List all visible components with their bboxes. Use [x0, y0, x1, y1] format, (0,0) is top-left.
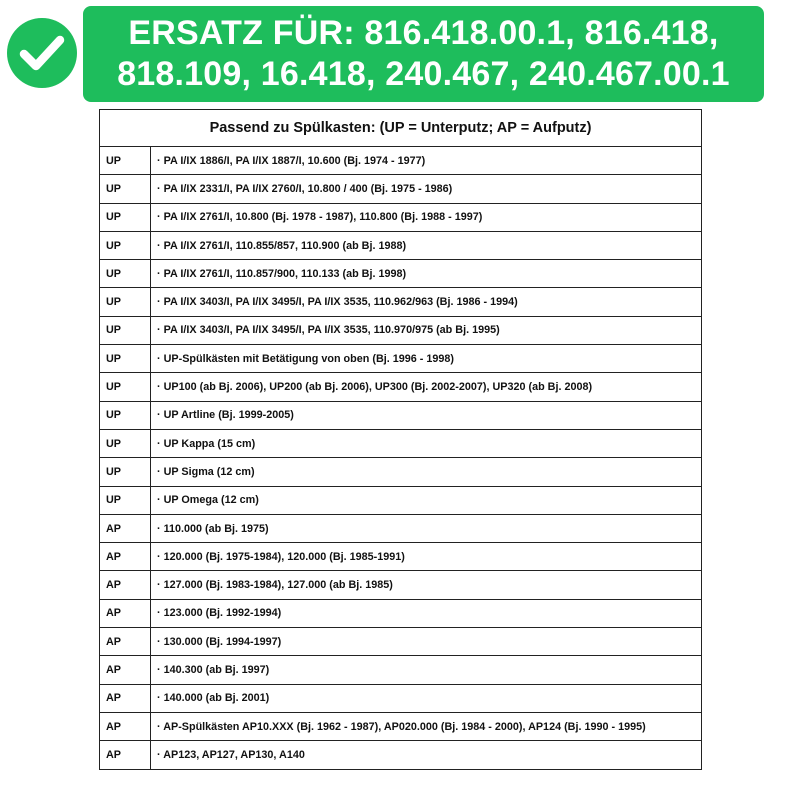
checkmark-icon: [7, 18, 77, 88]
cistern-model-cell: · PA I/IX 1886/I, PA I/IX 1887/I, 10.600 (Bj. 1974 - 1977): [151, 147, 702, 175]
table-row: [100, 458, 702, 486]
cistern-model-cell: · PA I/IX 2761/I, 110.857/900, 110.133 (ab Bj. 1998): [151, 260, 702, 288]
banner-line-1: ERSATZ FÜR: 816.418.00.1, 816.418,: [128, 14, 719, 52]
cistern-model-cell: · PA I/IX 2761/I, 110.855/857, 110.900 (ab Bj. 1988): [151, 231, 702, 259]
cistern-type-cell: UP: [100, 458, 151, 486]
table-row: [100, 203, 702, 231]
cistern-type-cell: AP: [100, 571, 151, 599]
table-row: [100, 599, 702, 627]
cistern-model-cell: · UP Artline (Bj. 1999-2005): [151, 401, 702, 429]
cistern-model-cell: · 123.000 (Bj. 1992-1994): [151, 599, 702, 627]
table-title: Passend zu Spülkasten: (UP = Unterputz; AP = Aufputz): [100, 110, 702, 147]
table-row: [100, 429, 702, 457]
cistern-model-cell: · UP Omega (12 cm): [151, 486, 702, 514]
cistern-model-cell: · AP123, AP127, AP130, A140: [151, 741, 702, 769]
cistern-model-cell: · PA I/IX 2761/I, 10.800 (Bj. 1978 - 1987), 110.800 (Bj. 1988 - 1997): [151, 203, 702, 231]
table-row: [100, 514, 702, 542]
cistern-model-cell: · 127.000 (Bj. 1983-1984), 127.000 (ab Bj. 1985): [151, 571, 702, 599]
cistern-type-cell: UP: [100, 231, 151, 259]
table-row: [100, 571, 702, 599]
cistern-model-cell: · UP-Spülkästen mit Betätigung von oben (Bj. 1996 - 1998): [151, 345, 702, 373]
table-row: [100, 628, 702, 656]
table-row: [100, 345, 702, 373]
table-row: [100, 373, 702, 401]
cistern-type-cell: UP: [100, 147, 151, 175]
replacement-banner: [83, 6, 764, 102]
cistern-model-cell: · UP Kappa (15 cm): [151, 429, 702, 457]
cistern-type-cell: AP: [100, 628, 151, 656]
table-row: [100, 486, 702, 514]
cistern-model-cell: · PA I/IX 2331/I, PA I/IX 2760/I, 10.800 / 400 (Bj. 1975 - 1986): [151, 175, 702, 203]
table-body: [100, 147, 702, 770]
cistern-model-cell: · AP-Spülkästen AP10.XXX (Bj. 1962 - 1987), AP020.000 (Bj. 1984 - 2000), AP124 (Bj. 1990 - 1995): [151, 712, 702, 740]
cistern-model-cell: · 140.000 (ab Bj. 2001): [151, 684, 702, 712]
cistern-model-cell: · 130.000 (Bj. 1994-1997): [151, 628, 702, 656]
table-row: [100, 684, 702, 712]
cistern-type-cell: UP: [100, 345, 151, 373]
cistern-type-cell: UP: [100, 486, 151, 514]
cistern-type-cell: UP: [100, 429, 151, 457]
cistern-type-cell: AP: [100, 543, 151, 571]
cistern-type-cell: UP: [100, 203, 151, 231]
table-row: [100, 147, 702, 175]
table-row: [100, 712, 702, 740]
table-row: [100, 656, 702, 684]
cistern-type-cell: AP: [100, 684, 151, 712]
table-row: [100, 260, 702, 288]
cistern-type-cell: AP: [100, 656, 151, 684]
cistern-type-cell: UP: [100, 316, 151, 344]
cistern-type-cell: AP: [100, 599, 151, 627]
table-header-row: [100, 110, 702, 147]
table-row: [100, 401, 702, 429]
cistern-type-cell: UP: [100, 401, 151, 429]
cistern-model-cell: · 120.000 (Bj. 1975-1984), 120.000 (Bj. 1985-1991): [151, 543, 702, 571]
table-row: [100, 741, 702, 769]
table-row: [100, 175, 702, 203]
cistern-model-cell: · PA I/IX 3403/I, PA I/IX 3495/I, PA I/IX 3535, 110.962/963 (Bj. 1986 - 1994): [151, 288, 702, 316]
cistern-type-cell: UP: [100, 288, 151, 316]
cistern-model-cell: · UP Sigma (12 cm): [151, 458, 702, 486]
cistern-type-cell: UP: [100, 260, 151, 288]
banner-line-2: 818.109, 16.418, 240.467, 240.467.00.1: [117, 55, 730, 93]
compatibility-table: [99, 109, 702, 770]
cistern-type-cell: AP: [100, 712, 151, 740]
cistern-type-cell: AP: [100, 741, 151, 769]
cistern-model-cell: · 110.000 (ab Bj. 1975): [151, 514, 702, 542]
table-row: [100, 288, 702, 316]
cistern-model-cell: · UP100 (ab Bj. 2006), UP200 (ab Bj. 2006), UP300 (Bj. 2002-2007), UP320 (ab Bj. 2008): [151, 373, 702, 401]
cistern-type-cell: UP: [100, 175, 151, 203]
cistern-model-cell: · PA I/IX 3403/I, PA I/IX 3495/I, PA I/IX 3535, 110.970/975 (ab Bj. 1995): [151, 316, 702, 344]
cistern-model-cell: · 140.300 (ab Bj. 1997): [151, 656, 702, 684]
cistern-type-cell: UP: [100, 373, 151, 401]
table-row: [100, 316, 702, 344]
table-row: [100, 231, 702, 259]
table-row: [100, 543, 702, 571]
cistern-type-cell: AP: [100, 514, 151, 542]
